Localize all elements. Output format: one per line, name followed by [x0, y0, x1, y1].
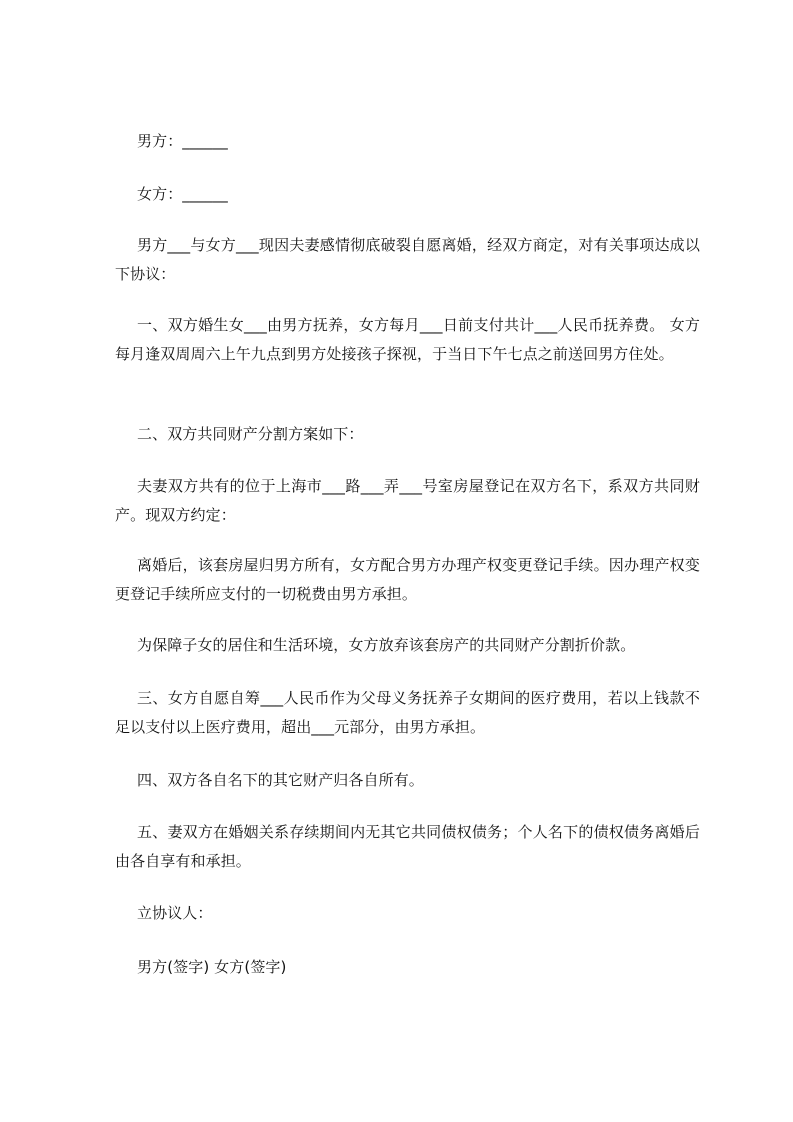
clause-4-other-property: 四、双方各自名下的其它财产归各自所有。 — [137, 771, 424, 789]
male-party-line: 男方：______ — [137, 132, 228, 150]
signature-line: 男方(签字) 女方(签字) — [137, 958, 287, 976]
clause-2-property-description: 夫妻双方共有的位于上海市___路___弄___号室房屋登记在双方名下，系双方共同财产。现双方约定： — [115, 477, 700, 524]
clause-2-waiver: 为保障子女的居住和生活环境，女方放弃该套房产的共同财产分割折价款。 — [137, 636, 636, 654]
clause-3-medical-fees: 三、女方自愿自筹___人民币作为父母义务抚养子女期间的医疗费用，若以上钱款不足以支付以上医疗费用，超出___元部分，由男方承担。 — [115, 689, 700, 736]
signatories-label: 立协议人： — [137, 904, 213, 922]
clause-2-property-allocation: 离婚后，该套房屋归男方所有，女方配合男方办理产权变更登记手续。因办理产权变更登记手续所应支付的一切税费由男方承担。 — [115, 556, 700, 603]
clause-2-heading: 二、双方共同财产分割方案如下： — [137, 425, 364, 443]
agreement-preamble: 男方___与女方___现因夫妻感情彻底破裂自愿离婚，经双方商定，对有关事项达成以下协议： — [115, 236, 700, 283]
clause-5-debts: 五、妻双方在婚姻关系存续期间内无其它共同债权债务；个人名下的债权债务离婚后由各自享有和承担。 — [115, 823, 700, 870]
female-party-line: 女方：______ — [137, 185, 228, 203]
clause-1-custody: 一、双方婚生女___由男方抚养，女方每月___日前支付共计___人民币抚养费。 女方每月逢双周周六上午九点到男方处接孩子探视，于当日下午七点之前送回男方住处。 — [115, 316, 700, 363]
